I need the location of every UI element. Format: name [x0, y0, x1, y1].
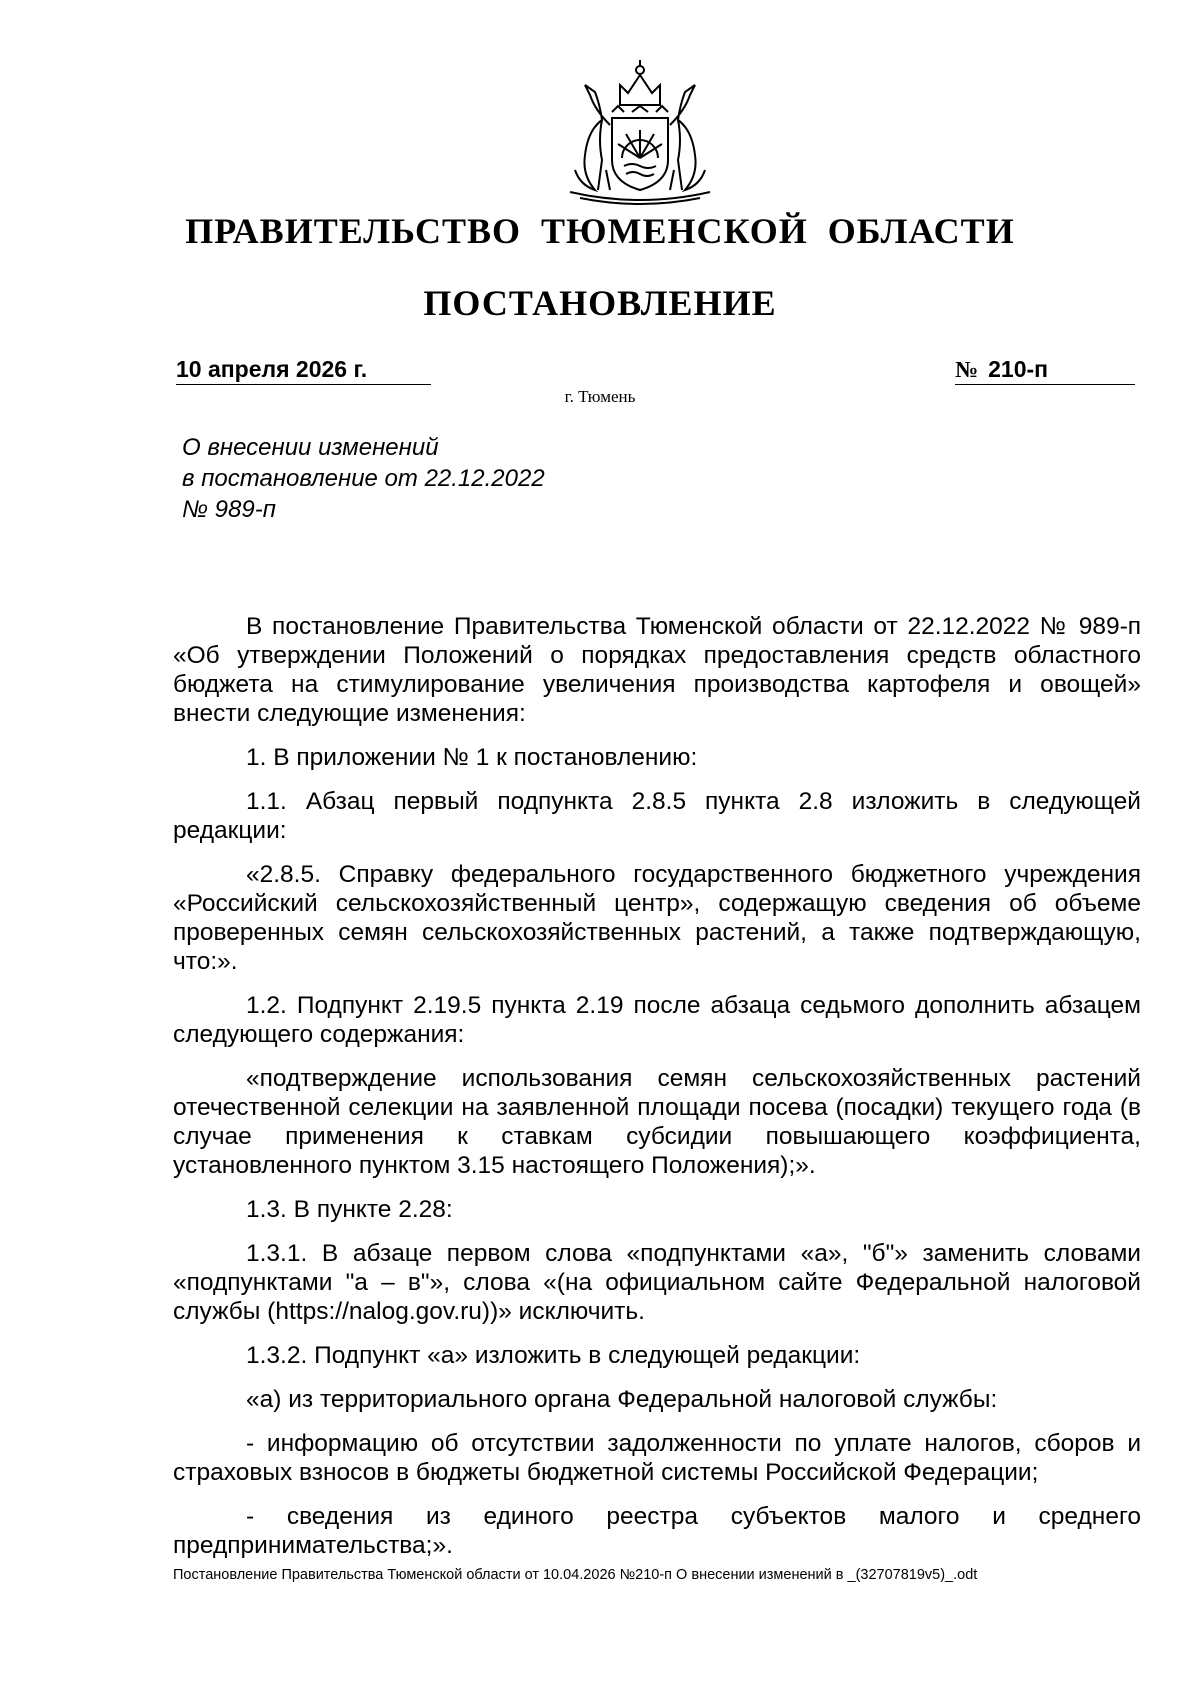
body-paragraph: - сведения из единого реестра субъектов малого и среднего предпринимательства;». [173, 1503, 1141, 1559]
body-paragraph: 1.3.1. В абзаце первом слова «подпунктами «а», "б"» заменить словами «подпунктами "а – в"», слова «(на официальном сайте Федеральной налоговой службы (https://nalog.gov.ru))» исключить. [173, 1240, 1141, 1325]
body-paragraph: 1. В приложении № 1 к постановлению: [246, 744, 698, 771]
document-footer: Постановление Правительства Тюменской области от 10.04.2026 №210-п О внесении изменений в _(32707819v5)_.odt [173, 1567, 978, 1583]
organization-title: ПРАВИТЕЛЬСТВО ТЮМЕНСКОЙ ОБЛАСТИ [185, 211, 1015, 251]
body-paragraph: 1.1. Абзац первый подпункта 2.8.5 пункта 2.8 изложить в следующей редакции: [173, 788, 1141, 844]
document-type-title: ПОСТАНОВЛЕНИЕ [423, 283, 777, 323]
document-date: 10 апреля 2026 г. [176, 356, 431, 385]
tyumen-region-coat-of-arms-emblem [540, 60, 740, 210]
document-city: г. Тюмень [564, 387, 636, 406]
body-paragraph: В постановление Правительства Тюменской области от 22.12.2022 № 989-п «Об утверждении Положений о порядках предоставления средств областного бюджета на стимулирование увеличения производства картофеля и овощей» внести следующие изменения: [173, 613, 1141, 727]
body-paragraph: «подтверждение использования семян сельскохозяйственных растений отечественной селекции на заявленной площади посева (посадки) текущего года (в случае применения к ставкам субсидии повышающего коэффициента, установленного пунктом 3.15 настоящего Положения);». [173, 1065, 1141, 1179]
body-paragraph: 1.2. Подпункт 2.19.5 пункта 2.19 после абзаца седьмого дополнить абзацем следующего содержания: [173, 992, 1141, 1048]
body-paragraph: «2.8.5. Справку федерального государственного бюджетного учреждения «Российский сельскохозяйственный центр», содержащую сведения об объеме проверенных семян сельскохозяйственных растений, а также подтверждающую, что:». [173, 861, 1141, 975]
body-paragraph: - информацию об отсутствии задолженности по уплате налогов, сборов и страховых взносов в бюджеты бюджетной системы Российской Федерации; [173, 1430, 1141, 1486]
body-paragraph: 1.3. В пункте 2.28: [246, 1196, 453, 1223]
subject-line: О внесении изменений [182, 434, 439, 461]
number-sign: № [955, 357, 979, 382]
subject-line: в постановление от 22.12.2022 [182, 465, 545, 492]
body-paragraph: 1.3.2. Подпункт «а» изложить в следующей редакции: [246, 1342, 861, 1369]
document-number-field [955, 356, 1135, 385]
document-subject [182, 432, 682, 525]
document-body [173, 612, 1141, 1575]
body-paragraph: «а) из территориального органа Федеральной налоговой службы: [246, 1386, 998, 1413]
document-number: 210-п [988, 356, 1049, 382]
subject-line: № 989-п [182, 496, 276, 523]
